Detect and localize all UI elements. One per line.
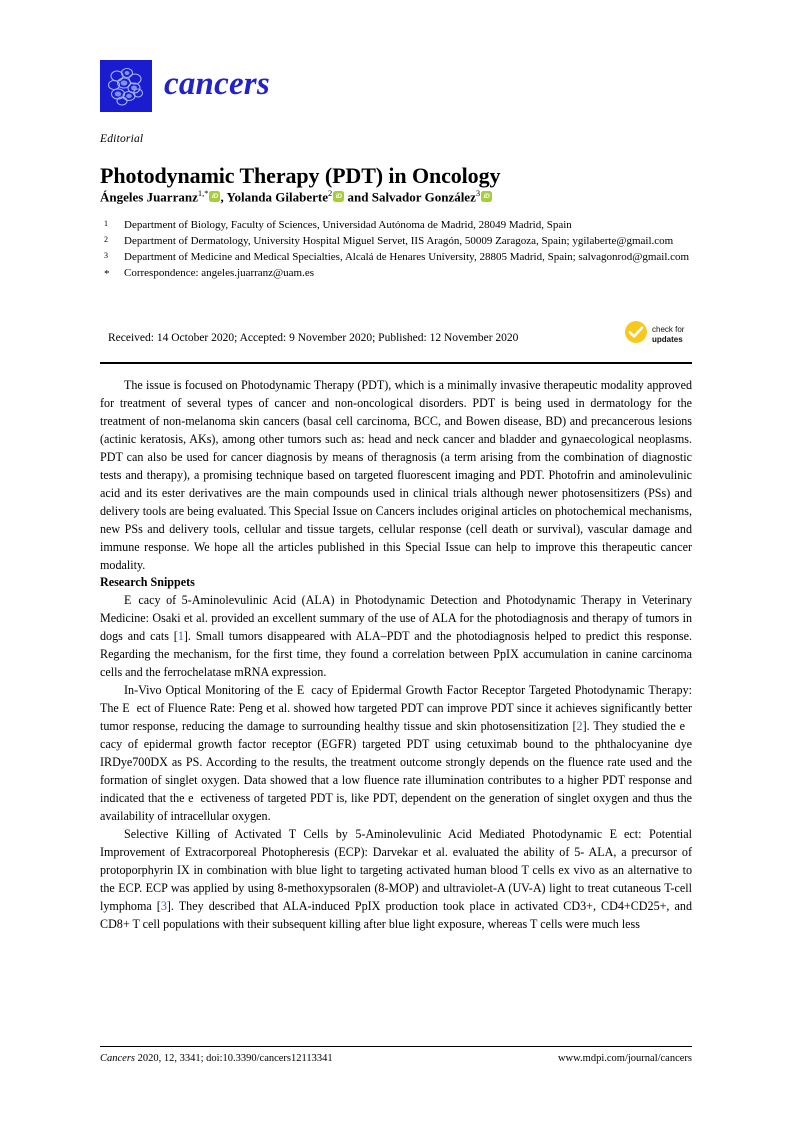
author-name-3: Salvador González xyxy=(371,189,476,205)
affiliation-text: Department of Biology, Faculty of Sciences, Universidad Autónoma de Madrid, 28049 Madrid, Spain xyxy=(124,219,572,231)
snippet-3-text-a: Selective Killing of Activated T Cells by 5-Aminolevulinic Acid Mediated Photodynamic E xyxy=(124,826,618,841)
article-type: Editorial xyxy=(100,133,144,145)
paragraph-snippet-1 xyxy=(100,592,692,682)
snippet-2-text-c: ect of Fluence Rate: Peng et al. showed how targeted PDT can improve PDT since it achieves significantly better tumor response, reducing the damage to surrounding healthy tissue and skin photosensitization [ xyxy=(100,701,692,734)
footer-citation xyxy=(100,1053,333,1064)
crossmark-line-2: updates xyxy=(652,334,683,344)
author-affil-marker-2: 2 xyxy=(328,188,333,198)
snippet-3-text-c: ]. They described that ALA-induced PpIX production took place in activated CD3+, CD4+CD25+, and CD8+ T cell populations with their subsequent killing after blue light exposure, whereas T cells were much less xyxy=(100,898,692,931)
author-affil-marker-1: 1,* xyxy=(197,188,209,198)
paragraph-intro xyxy=(100,377,692,574)
snippet-1-text-a: E xyxy=(124,593,132,608)
footer-journal-name: Cancers xyxy=(100,1053,135,1064)
author-separator-1: , xyxy=(220,189,227,205)
author-affil-marker-3: 3 xyxy=(475,188,481,198)
affiliation-item xyxy=(100,250,700,266)
snippet-2-text-d: ]. They studied the e xyxy=(582,719,685,734)
snippet-1-text-b: cacy of 5-Aminolevulinic Acid (ALA) in Photodynamic Detection and Photodynamic Therapy in Veterinary Medicine: Osaki et al. provided an excellent summary of the use of ALA for the photodiagnosis and therapy of tumors in dogs and cats [ xyxy=(100,593,692,644)
paragraph-snippet-2 xyxy=(100,682,692,826)
snippet-2-text-b: cacy of Epidermal Growth Factor Receptor Targeted Photodynamic Therapy: The E xyxy=(100,683,692,716)
author-separator-2: and xyxy=(344,189,372,205)
affiliation-item xyxy=(100,218,700,234)
affiliation-text: Department of Medicine and Medical Specialties, Alcalá de Henares University, 28805 Madrid, Spain; salvagonrod@gmail.com xyxy=(124,250,690,263)
check-for-updates-badge[interactable] xyxy=(624,320,684,349)
affiliation-text: Department of Dermatology, University Hospital Miguel Servet, IIS Aragón, 50009 Zaragoza, Spain; ygilaberte@gmail.com xyxy=(124,234,674,247)
check-for-updates-label xyxy=(652,325,684,343)
journal-name: cancers xyxy=(164,65,270,102)
affiliation-marker: 3 xyxy=(104,250,108,260)
snippet-2-text-a: In-Vivo Optical Monitoring of the E xyxy=(124,683,305,698)
affiliation-marker: 1 xyxy=(104,219,108,228)
footer-divider xyxy=(100,1046,692,1047)
snippet-3-text-b: ect: Potential Improvement of Extracorporeal Photopheresis (ECP): Darvekar et al. evaluated the ability of 5- ALA, a precursor of protoporphyrin IX in combination with blue light to targeting activated human blood T cells ex vivo as an alternative to the ECP. ECP was applied by using 8-methoxypsoralen (8-MOP) and ultraviolet-A (UV-A) light to treat cutaneous T-cell lymphoma [ xyxy=(100,826,692,913)
orcid-icon-1[interactable]: iD xyxy=(209,191,220,202)
header-divider xyxy=(100,362,692,364)
author-name-2: Yolanda Gilaberte xyxy=(226,189,328,205)
article-body xyxy=(100,377,692,934)
crossmark-line-1: check for xyxy=(652,325,685,335)
footer-journal-url[interactable]: www.mdpi.com/journal/cancers xyxy=(557,1053,692,1064)
journal-masthead xyxy=(100,60,270,112)
author-name-1: Ángeles Juarranz xyxy=(100,189,198,205)
affiliation-item xyxy=(100,234,700,250)
snippet-2-text-f: ectiveness of targeted PDT is, like PDT, dependent on the generation of singlet oxygen and thus the availability of intracellular oxygen. xyxy=(100,790,693,823)
orcid-icon-3[interactable]: iD xyxy=(481,191,492,202)
citation-link-1[interactable]: 1 xyxy=(177,629,184,644)
orcid-icon-2[interactable]: iD xyxy=(333,191,344,202)
correspondence-text: Correspondence: angeles.juarranz@uam.es xyxy=(124,266,315,279)
author-list xyxy=(100,188,700,206)
correspondence-marker: * xyxy=(104,267,110,280)
publication-dates: Received: 14 October 2020; Accepted: 9 November 2020; Published: 12 November 2020 xyxy=(108,332,519,344)
page-footer xyxy=(100,1053,692,1064)
citation-link-3[interactable]: 3 xyxy=(160,898,167,913)
cancers-cells-logo-icon xyxy=(100,60,152,112)
snippet-1-text-c: ]. Small tumors disappeared with ALA–PDT and the photodiagnosis helped to predict this response. Regarding the mechanism, for the first time, they found a correlation between PpIX accumulation in canine carcinoma cells and the ferrochelatase mRNA expression. xyxy=(100,629,692,680)
footer-citation-detail: 2020, 12, 3341; doi:10.3390/cancers12113341 xyxy=(135,1053,333,1064)
section-heading-research-snippets: Research Snippets xyxy=(100,575,195,590)
correspondence-item xyxy=(100,266,700,283)
citation-link-2[interactable]: 2 xyxy=(576,719,583,734)
yellow-check-circle-icon xyxy=(624,320,648,349)
affiliation-list xyxy=(100,218,700,283)
paragraph-intro-text: The issue is focused on Photodynamic Therapy (PDT), which is a minimally invasive therapeutic modality approved for treatment of several types of cancer and non-oncological disorders. PDT is being used in dermatology for the treatment of non-melanoma skin cancers (basal cell carcinoma, BCC, and Bowen disease, BD) and precancerous lesions (actinic keratosis, AKs), among other tumors such as: head and neck cancer and bladder and gynaecological neoplasms. PDT can also be used for cancer diagnosis by means of theragnosis (a term arising from the combination of diagnostic tests and therapy), a promising technique based on targeted fluorescent imaging and PDT. Photofrin and aminolevulinic acid and its ester derivatives are the main compounds used in clinical trials although newer photosensitizers (PSs) and delivery tools are being evaluated. This Special Issue on Cancers includes original articles on photochemical mechanisms, new PSs and delivery tools, cellular and tissue targets, cellular response (cell death or survival), vascular damage and immune response. We hope all the articles published in this Special Issue can help to improve this therapeutic cancer modality. xyxy=(100,378,692,572)
snippet-2-text-e: cacy of epidermal growth factor receptor (EGFR) targeted PDT using cetuximab bound to the phthalocyanine dye IRDye700DX as PS. According to the results, the treatment outcome strongly depends on the fluence rate used and the formation of singlet oxygen. Data showed that a low fluence rate illumination contributes to a higher PDT response and indicated that the e xyxy=(100,737,692,805)
affiliation-marker: 2 xyxy=(104,234,108,244)
page-title: Photodynamic Therapy (PDT) in Oncology xyxy=(100,162,501,188)
paragraph-snippet-3 xyxy=(100,826,692,934)
